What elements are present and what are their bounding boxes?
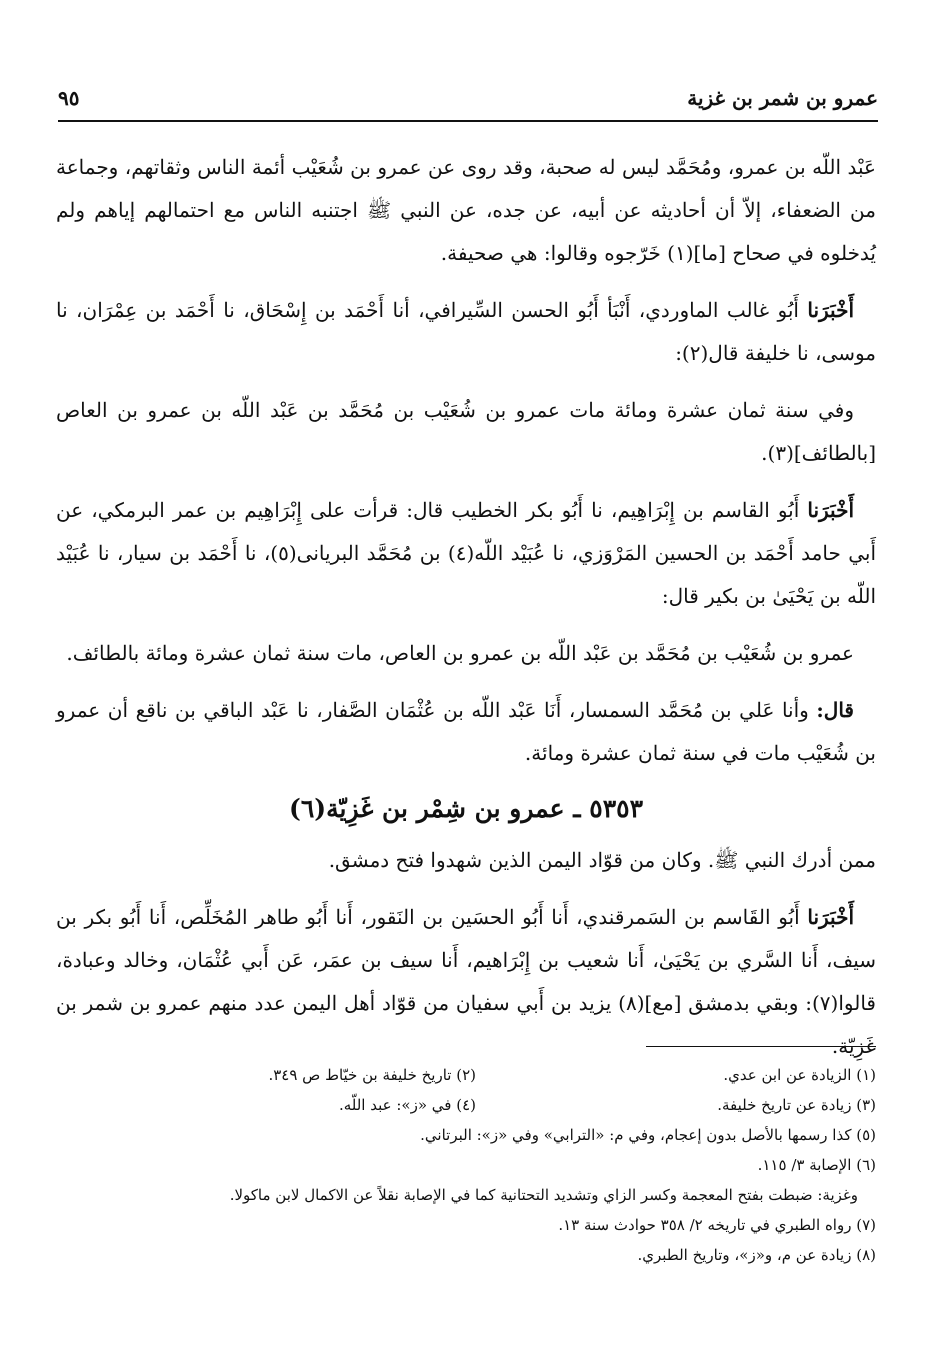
footnotes <box>56 1060 876 1270</box>
page-number: ٩٥ <box>58 86 80 110</box>
paragraph-7: ممن أدرك النبي ﷺ. وكان من قوّاد اليمن الذين شهدوا فتح دمشق. <box>328 848 876 872</box>
paragraph-8-lead: أَخْبَرَنا <box>807 905 854 929</box>
paragraph-8 <box>56 896 876 1068</box>
paragraph-6-lead: قال: <box>816 698 854 722</box>
paragraph-4 <box>56 489 876 618</box>
footnote-8: (٨) زيادة عن م، و«ز»، وتاريخ الطبري. <box>637 1246 876 1264</box>
entry-heading: ٥٣٥٣ ـ عمرو بن شِمْر بن غَزِيّة(٦) <box>288 794 643 823</box>
paragraph-5: عمرو بن شُعَيْب بن مُحَمَّد بن عَبْد اللّه بن عمرو بن العاص، مات سنة ثمان عشرة ومائة بالطائف. <box>66 641 854 665</box>
footnote-4: (٤) في «ز»: عبد اللّه. <box>338 1096 476 1114</box>
main-text <box>56 146 876 1082</box>
paragraph-1: عَبْد اللّه بن عمرو، ومُحَمَّد ليس له صحبة، وقد روى عن عمرو بن شُعَيْب أئمة الناس وثقاتهم، وجماعة من الضعفاء، إلاّ أن أحاديثه عن أبيه، عن جده، عن النبي ﷺ اجتنبه الناس مع احتمالهم إياهم ولم يُدخلوه في صحاح [ما](١) خَرّجوه وقالوا: هي صحيفة. <box>56 155 876 265</box>
paragraph-2 <box>56 289 876 375</box>
footnote-2: (٢) تاريخ خليفة بن خيّاط ص ٣٤٩. <box>268 1066 476 1084</box>
running-title: عمرو بن شمر بن غزية <box>687 86 878 110</box>
footnote-6-continuation: وغزية: ضبطت بفتح المعجمة وكسر الزاي وتشديد التحتانية كما في الإصابة نقلاً عن الاكمال لابن ماكولا. <box>229 1186 858 1204</box>
footnote-row <box>56 1060 876 1090</box>
header-rule <box>58 120 878 122</box>
footnote-3: (٣) زيادة عن تاريخ خليفة. <box>717 1096 876 1114</box>
paragraph-6-text: وأنا عَلي بن مُحَمَّد السمسار، أَنَا عَبْد اللّه بن عُثْمَان الصَّفار، نا عَبْد الباقي بن ناقع أن عمرو بن شُعَيْب مات في سنة ثمان عشرة ومائة. <box>56 698 876 765</box>
paragraph-4-text: أَبُو القاسم بن إِبْرَاهِيم، نا أَبُو بكر الخطيب قال: قرأت على إِبْرَاهِيم بن عمر البرمكي، عن أَبي حامد أَحْمَد بن الحسين المَرْوَزي، نا عُبَيْد اللّه(٤) بن مُحَمَّد البريانى(٥)، نا أَحْمَد بن سيار، نا عُبَيْد اللّه بن يَحْيَىٰ بن بكير قال: <box>56 498 876 608</box>
footnote-6: (٦) الإصابة ٣/ ١١٥. <box>757 1156 876 1174</box>
footnote-row <box>56 1090 876 1120</box>
footnote-5: (٥) كذا رسمها بالأصل بدون إعجام، وفي م: «الترابي» وفي «ز»: البرتاني. <box>420 1126 876 1144</box>
paragraph-6 <box>56 689 876 775</box>
paragraph-3: وفي سنة ثمان عشرة ومائة مات عمرو بن شُعَيْب بن مُحَمَّد بن عَبْد اللّه بن عمرو بن العاص [بالطائف](٣). <box>56 398 876 465</box>
paragraph-2-lead: أَخْبَرَنا <box>807 298 854 322</box>
footnote-1: (١) الزيادة عن ابن عدي. <box>723 1066 876 1084</box>
footnote-7: (٧) رواه الطبري في تاريخه ٢/ ٣٥٨ حوادث سنة ١٣. <box>558 1216 876 1234</box>
running-header <box>58 86 878 116</box>
paragraph-2-text: أَبُو غالب الماوردي، أَنْبَأ أَبُو الحسن السِّيرافي، أنا أَحْمَد بن إِسْحَاق، نا أَحْمَد بن عِمْرَان، نا موسى، نا خليفة قال(٢): <box>56 298 876 365</box>
paragraph-8-text: أَبُو القَاسم بن السَمرقندي، أَنا أَبُو الحسَين بن النَقور، أَنا أَبُو طاهر المُخَلِّص، أَنا أَبُو بكر بن سيف، أَنا السَّري بن يَحْيَىٰ، أَنا شعيب بن إِبْرَاهيم، أَنا سيف بن عمَر، عَن أَبي عُثْمَان، وخالد وعبادة، قالوا(٧): وبقي بدمشق [مع](٨) يزيد بن أَبي سفيان من قوّاد أهل اليمن عدد منهم عمرو بن شمر بن غَزِيّة. <box>56 905 876 1058</box>
paragraph-4-lead: أَخْبَرَنا <box>807 498 854 522</box>
footnote-rule <box>646 1046 876 1047</box>
